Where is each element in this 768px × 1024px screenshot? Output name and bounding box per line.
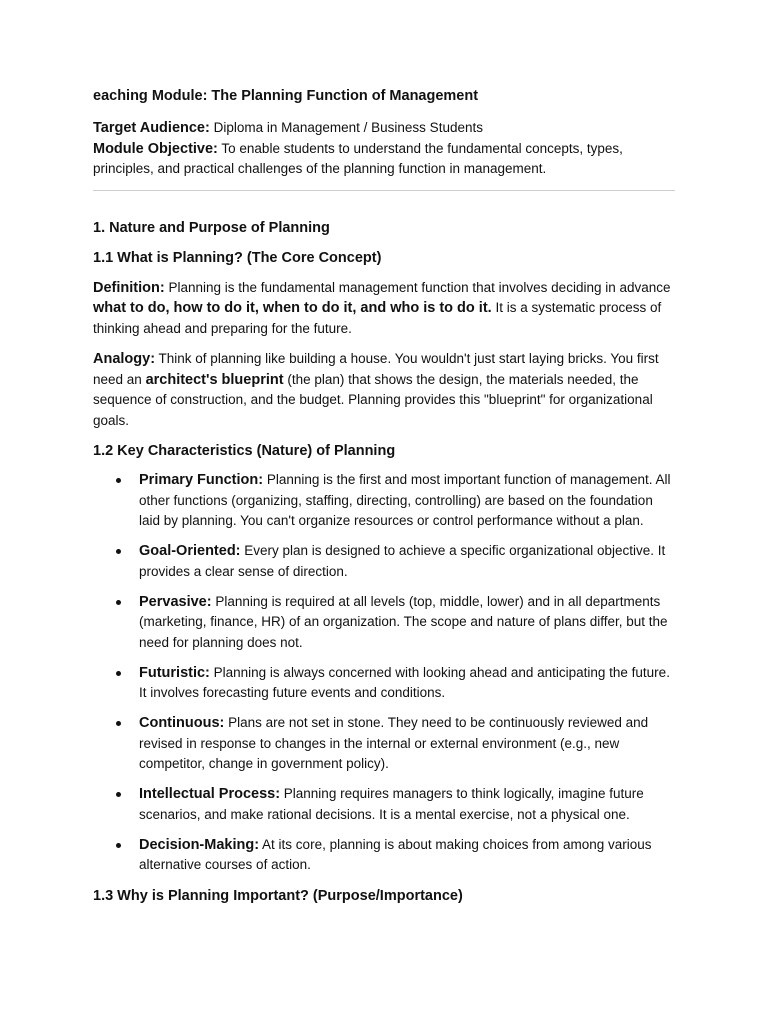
definition-text-end: It is a systematic process of thinking ahead and preparing for the future. [93, 300, 662, 336]
list-item [93, 592, 675, 654]
definition-label: Definition: [93, 279, 165, 296]
list-item [93, 835, 675, 876]
analogy-paragraph [93, 349, 675, 431]
list-item-label: Primary Function: [139, 472, 264, 488]
list-item-text: At its core, planning is about making choices from among various alternative courses of action. [139, 836, 652, 872]
bullet-icon [116, 549, 121, 554]
section-heading-1: 1. Nature and Purpose of Planning [93, 219, 330, 236]
list-item-label: Pervasive: [139, 593, 212, 610]
list-item-label: Continuous: [139, 715, 225, 731]
bullet-icon [116, 792, 121, 797]
module-objective [93, 139, 675, 180]
definition-paragraph [93, 278, 675, 340]
definition-text-start: Planning is the fundamental management function that involves deciding in advance [164, 279, 671, 295]
bullet-icon [116, 600, 121, 605]
target-audience-label: Target Audience: [93, 120, 210, 136]
characteristics-list [93, 470, 675, 876]
document-title: eaching Module: The Planning Function of Management [93, 88, 479, 104]
subsection-heading-1-3: 1.3 Why is Planning Important? (Purpose/Importance) [93, 887, 463, 904]
list-item-label: Decision-Making: [139, 836, 260, 853]
module-objective-label: Module Objective: [93, 140, 218, 157]
list-item-text: Every plan is designed to achieve a specific organizational objective. It provides a clear sense of direction. [139, 543, 666, 579]
list-item-text: Planning is always concerned with looking ahead and anticipating the future. It involves forecasting future events and conditions. [139, 664, 670, 700]
analogy-text-start: Think of planning like building a house. You wouldn't just start laying bricks. You first need an [93, 351, 659, 387]
subsection-heading-1-1: 1.1 What is Planning? (The Core Concept) [93, 249, 382, 266]
analogy-text-end: (the plan) that shows the design, the materials needed, the sequence of construction, and the budget. Planning provides this "blueprint" for organizational goals. [93, 371, 653, 428]
list-item-text: Planning is the first and most important function of management. All other functions (organizing, staffing, directing, controlling) are based on the foundation laid by planning. You can't organize resources or control performance without a plan. [139, 472, 671, 528]
target-audience [93, 118, 675, 139]
bullet-icon [116, 671, 121, 676]
bullet-icon [116, 721, 121, 726]
bullet-icon [116, 843, 121, 848]
analogy-emphasis: architect's blueprint [145, 371, 284, 388]
list-item-text: Plans are not set in stone. They need to be continuously reviewed and revised in response to changes in the internal or external environment (e.g., new competitor, change in government policy). [139, 715, 649, 771]
list-item-label: Goal-Oriented: [139, 543, 241, 559]
list-item [93, 663, 675, 704]
list-item-label: Futuristic: [139, 664, 210, 681]
list-item [93, 470, 675, 532]
list-item [93, 541, 675, 582]
module-objective-value: To enable students to understand the fundamental concepts, types, principles, and practical challenges of the planning function in management. [93, 140, 623, 176]
subsection-heading-1-2: 1.2 Key Characteristics (Nature) of Planning [93, 443, 396, 459]
list-item-text: Planning requires managers to think logically, imagine future scenarios, and make rational decisions. It is a mental exercise, not a physical one. [139, 786, 644, 822]
list-item-label: Intellectual Process: [139, 786, 281, 802]
definition-emphasis: what to do, how to do it, when to do it, and who is to do it. [93, 300, 492, 316]
horizontal-divider [93, 190, 675, 191]
list-item [93, 713, 675, 775]
analogy-label: Analogy: [93, 351, 156, 367]
bullet-icon [116, 478, 121, 483]
target-audience-value: Diploma in Management / Business Students [209, 120, 483, 135]
list-item [93, 784, 675, 825]
list-item-text: Planning is required at all levels (top, middle, lower) and in all departments (marketing, finance, HR) of an organization. The scope and nature of plans differ, but the need for planning does not. [139, 593, 668, 650]
